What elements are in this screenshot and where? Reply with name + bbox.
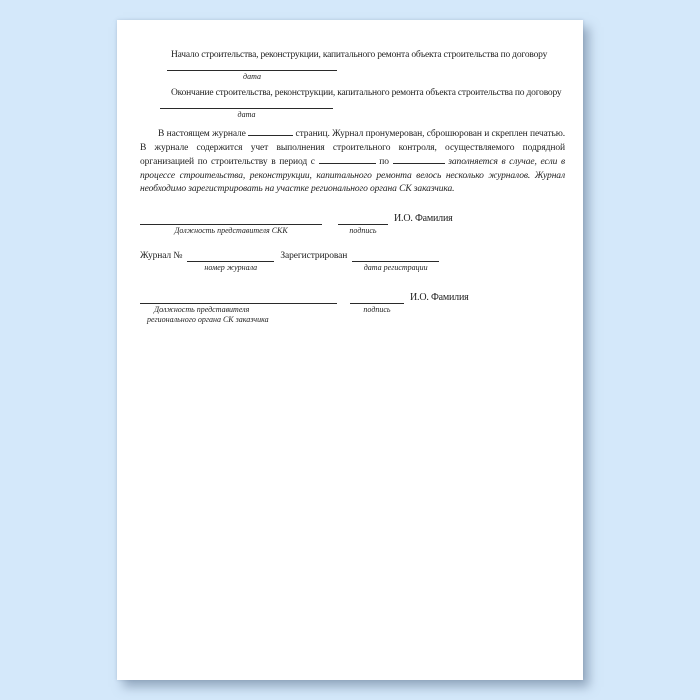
- regional-name-placeholder: И.О. Фамилия: [410, 291, 469, 303]
- skk-position-blank: [140, 212, 322, 225]
- paragraph-po-label: по: [379, 157, 389, 167]
- skk-name-placeholder: И.О. Фамилия: [394, 212, 453, 224]
- journal-description-paragraph: [140, 127, 565, 197]
- registration-date-blank: [352, 250, 439, 262]
- pages-count-blank: [248, 127, 293, 136]
- regional-position-blank: [140, 291, 337, 304]
- regional-signature-blank: [350, 291, 404, 304]
- skk-signature-column: [338, 212, 388, 236]
- construction-start-date-caption: дата: [243, 72, 261, 81]
- regional-position-caption-line1: Должность представителя: [154, 304, 250, 314]
- paragraph-italic-note: заполняется в случае, если в процессе строительства, реконструкции, капитального ремонта велось несколько журналов. Журнал необходимо зарегистрировать на участке регионального органа СК заказчика.: [140, 157, 565, 194]
- document-page: [117, 20, 583, 680]
- construction-start-field: [140, 49, 565, 82]
- registration-date-caption: дата регистрации: [363, 262, 428, 272]
- registration-date-column: [352, 250, 439, 273]
- regional-position-caption-line2: регионального органа СК заказчика: [147, 314, 269, 324]
- construction-end-field: [140, 87, 565, 120]
- paragraph-lead: В настоящем журнале: [158, 129, 246, 139]
- journal-number-caption: номер журнала: [204, 262, 258, 272]
- journal-number-column: [187, 250, 274, 273]
- regional-signature-row: [140, 291, 565, 325]
- journal-number-label: Журнал №: [140, 250, 183, 261]
- regional-signature-caption: подпись: [363, 304, 391, 314]
- period-start-blank: [319, 155, 376, 164]
- construction-start-label: Начало строительства, реконструкции, капитального ремонта объекта строительства по договору: [171, 50, 548, 60]
- journal-number-blank: [187, 250, 274, 262]
- construction-end-date-caption: дата: [237, 110, 256, 119]
- registered-label: Зарегистрирован: [280, 250, 348, 261]
- skk-position-caption: Должность представителя СКК: [174, 225, 288, 235]
- construction-end-label: Окончание строительства, реконструкции, капитального ремонта объекта строительства по договору: [171, 88, 562, 98]
- journal-registration-row: [140, 250, 565, 273]
- construction-start-date-group: [167, 70, 337, 82]
- construction-end-date-group: [160, 108, 333, 120]
- regional-position-column: [140, 291, 337, 325]
- paragraph-body: страниц. Журнал пронумерован, сброшюрован и скреплен печатью. В журнале содержится учет выполнения строительного контроля, осуществляемого подрядной организацией по строительству в период с: [140, 129, 565, 167]
- period-end-blank: [393, 155, 445, 164]
- skk-signature-blank: [338, 212, 388, 225]
- skk-position-column: [140, 212, 322, 236]
- skk-signature-row: [140, 212, 565, 236]
- regional-signature-column: [350, 291, 404, 315]
- skk-signature-caption: подпись: [349, 225, 377, 235]
